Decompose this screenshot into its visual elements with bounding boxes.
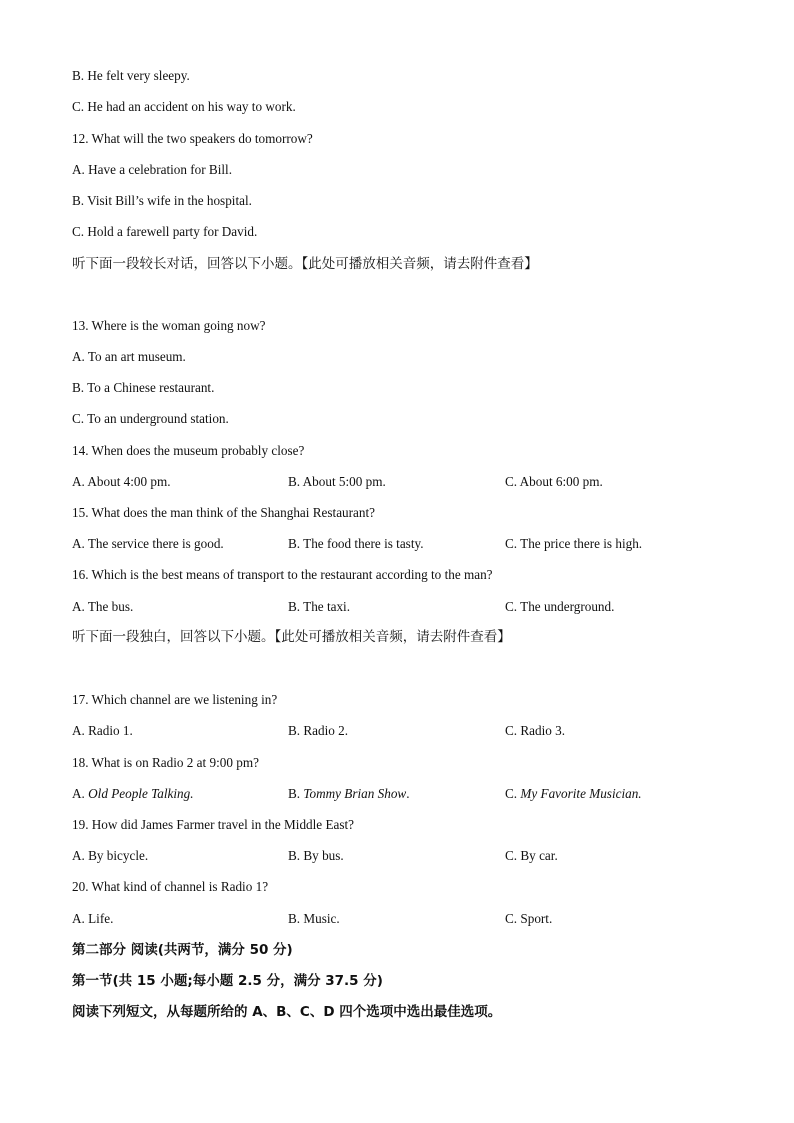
q14-option-b: B. About 5:00 pm. [288, 474, 386, 489]
q19-option-b: B. By bus. [288, 848, 344, 863]
q15-option-b: B. The food there is tasty. [288, 536, 424, 551]
q20-question: 20. What kind of channel is Radio 1? [72, 879, 269, 894]
q19-options [72, 847, 732, 865]
q14-option-a: A. About 4:00 pm. [72, 474, 171, 489]
part2-heading: 第二部分 阅读(共两节，满分 50 分) [72, 942, 293, 958]
q20-options [72, 910, 732, 928]
q15-options [72, 535, 732, 553]
q11-option-b: B. He felt very sleepy. [72, 68, 190, 83]
q18-option-b-suffix: . [406, 786, 410, 801]
q18-option-c-title: My Favorite Musician. [520, 786, 642, 801]
q18-options [72, 785, 732, 803]
q12-option-c: C. Hold a farewell party for David. [72, 224, 258, 239]
q18-option-a [72, 785, 194, 803]
q16-option-c: C. The underground. [505, 599, 615, 614]
q16-option-b: B. The taxi. [288, 599, 351, 614]
q18-question: 18. What is on Radio 2 at 9:00 pm? [72, 755, 259, 770]
q16-options [72, 598, 732, 616]
q18-option-a-title: Old People Talking. [88, 786, 194, 801]
listening-instruction-1: 听下面一段较长对话，回答以下小题。【此处可播放相关音频，请去附件查看】 [72, 256, 538, 272]
q13-question: 13. Where is the woman going now? [72, 318, 266, 333]
q20-option-c: C. Sport. [505, 911, 553, 926]
q12-option-a: A. Have a celebration for Bill. [72, 162, 233, 177]
q12-option-b: B. Visit Bill’s wife in the hospital. [72, 193, 252, 208]
q14-option-c: C. About 6:00 pm. [505, 474, 603, 489]
q19-question: 19. How did James Farmer travel in the Middle East? [72, 817, 354, 832]
q18-option-b-prefix: B. [288, 786, 304, 801]
q20-option-a: A. Life. [72, 911, 114, 926]
q13-option-a: A. To an art museum. [72, 349, 186, 364]
q12-question: 12. What will the two speakers do tomorrow? [72, 131, 313, 146]
q15-question: 15. What does the man think of the Shanghai Restaurant? [72, 505, 375, 520]
q17-question: 17. Which channel are we listening in? [72, 692, 278, 707]
part2-section1-heading: 第一节(共 15 小题;每小题 2.5 分，满分 37.5 分) [72, 973, 383, 989]
q13-option-c: C. To an underground station. [72, 411, 229, 426]
q19-option-a: A. By bicycle. [72, 848, 149, 863]
q18-option-c-prefix: C. [505, 786, 521, 801]
q17-option-a: A. Radio 1. [72, 723, 133, 738]
q17-options [72, 722, 732, 740]
q16-question: 16. Which is the best means of transport to the restaurant according to the man? [72, 567, 493, 582]
q17-option-c: C. Radio 3. [505, 723, 566, 738]
q18-option-b-title: Tommy Brian Show [303, 786, 407, 801]
q13-option-b: B. To a Chinese restaurant. [72, 380, 215, 395]
q15-option-a: A. The service there is good. [72, 536, 224, 551]
q20-option-b: B. Music. [288, 911, 340, 926]
q16-option-a: A. The bus. [72, 599, 134, 614]
q11-option-c: C. He had an accident on his way to work. [72, 99, 296, 114]
listening-instruction-2: 听下面一段独白，回答以下小题。【此处可播放相关音频，请去附件查看】 [72, 629, 511, 645]
q18-option-c [505, 785, 642, 803]
part2-instruction: 阅读下列短文，从每题所给的 A、B、C、D 四个选项中选出最佳选项。 [72, 1004, 502, 1020]
q19-option-c: C. By car. [505, 848, 558, 863]
q17-option-b: B. Radio 2. [288, 723, 349, 738]
q18-option-b [288, 785, 410, 803]
q14-question: 14. When does the museum probably close? [72, 443, 305, 458]
q15-option-c: C. The price there is high. [505, 536, 643, 551]
q18-option-a-prefix: A. [72, 786, 89, 801]
q14-options [72, 473, 732, 491]
